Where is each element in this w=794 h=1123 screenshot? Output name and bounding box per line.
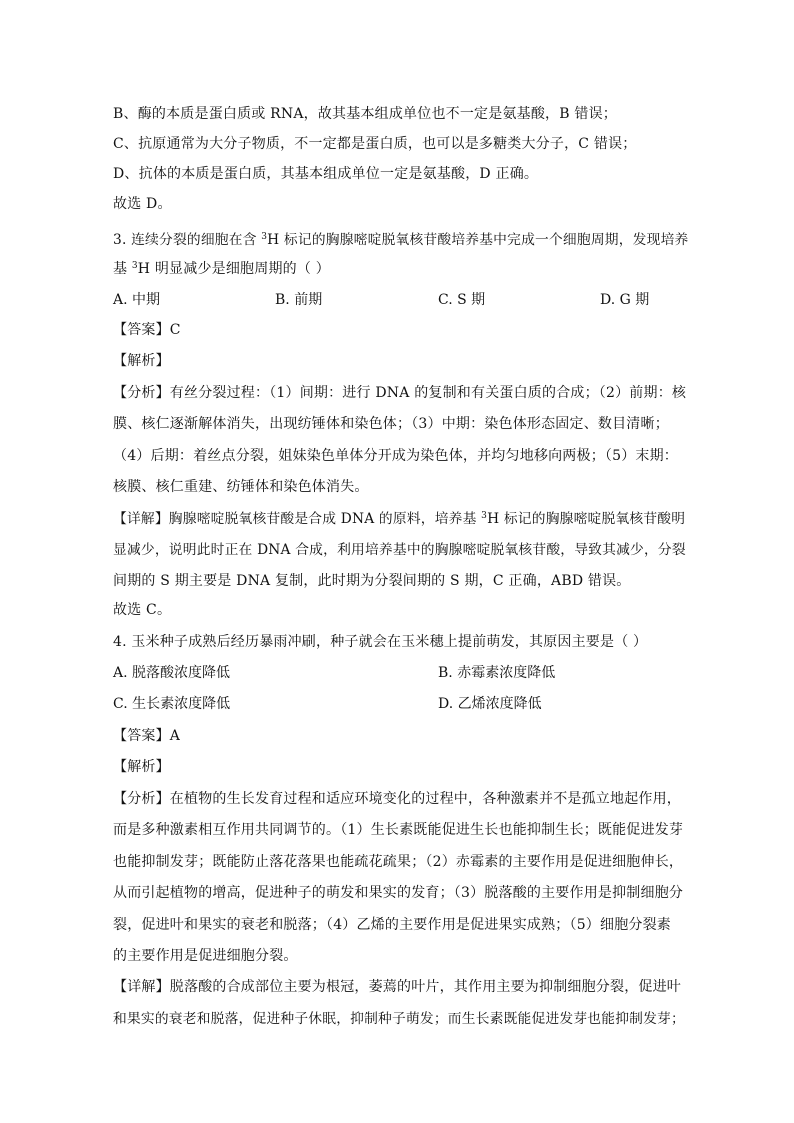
q3-option-a: A. 中期 (113, 292, 161, 308)
q4-option-a: A. 脱落酸浓度降低 (113, 665, 231, 681)
q3-answer: 【答案】C (113, 322, 181, 338)
q4-analysis-line: 的主要作用是促进细胞分裂。 (113, 948, 298, 964)
q4-detail-line: 【详解】脱落酸的合成部位主要为根冠，萎蔫的叶片，其作用主要为抑制细胞分裂，促进叶 (113, 979, 681, 995)
explanation-line-c: C、抗原通常为大分子物质，不一定都是蛋白质，也可以是多糖类大分子，C 错误； (113, 136, 637, 152)
q3-detail-line: 【详解】胸腺嘧啶脱氧核苷酸是合成 DNA 的原料，培养基 $^3$H 标记的胸腺嘧啶脱氧核苷酸明 (113, 511, 686, 527)
q4-option-c: C. 生长素浓度降低 (113, 696, 231, 712)
q3-analysis-line: 膜、核仁逐渐解体消失，出现纺锤体和染色体；（3）中期：染色体形态固定、数目清晰； (113, 416, 669, 432)
isotope-superscript: 3 (481, 511, 488, 521)
isotope-superscript: 3 (131, 261, 138, 271)
q4-option-d: D. 乙烯浓度降低 (438, 696, 542, 712)
q3-analysis-line: （4）后期：着丝点分裂，姐妹染色单体分开成为染色体，并均匀地移向两极；（5）末期： (113, 448, 679, 464)
q4-answer: 【答案】A (113, 728, 181, 744)
q3-stem-line-1: 3. 连续分裂的细胞在含 $^3$H 标记的胸腺嘧啶脱氧核苷酸培养基中完成一个细胞周期，发现培养 (113, 232, 689, 248)
q3-detail-line: 显减少，说明此时正在 DNA 合成，利用培养基中的胸腺嘧啶脱氧核苷酸，导致其减少，分裂 (113, 542, 686, 558)
q3-conclusion: 故选 C。 (113, 602, 172, 618)
q4-analysis-line: 而是多种激素相互作用共同调节的。（1）生长素既能促进生长也能抑制生长；既能促进发芽 (113, 822, 684, 838)
q3-analysis-line: 核膜、核仁重建、纺锤体和染色体消失。 (113, 479, 369, 495)
explanation-line-b: B、酶的本质是蛋白质或 RNA，故其基本组成单位也不一定是氨基酸，B 错误； (113, 106, 617, 122)
q3-option-c: C. S 期 (438, 292, 486, 308)
q4-stem: 4. 玉米种子成熟后经历暴雨冲刷，种子就会在玉米穗上提前萌发，其原因主要是（ ） (113, 634, 648, 650)
q4-analysis-line: 【分析】在植物的生长发育过程和适应环境变化的过程中，各种激素并不是孤立地起作用， (113, 791, 681, 807)
q4-analysis-line: 也能抑制发芽；既能防止落花落果也能疏花疏果；（2）赤霉素的主要作用是促进细胞伸长， (113, 854, 684, 870)
q3-option-d: D. G 期 (600, 292, 650, 308)
q4-option-b: B. 赤霉素浓度降低 (438, 665, 556, 681)
q3-detail-line: 间期的 S 期主要是 DNA 复制，此时期为分裂间期的 S 期，C 正确，ABD 错误。 (113, 573, 631, 589)
q4-detail-line: 和果实的衰老和脱落，促进种子休眠，抑制种子萌发；而生长素既能促进发芽也能抑制发芽； (113, 1011, 685, 1027)
isotope-superscript: 3 (261, 232, 268, 242)
q4-jiexi-label: 【解析】 (113, 759, 170, 775)
q4-analysis-line: 从而引起植物的增高，促进种子的萌发和果实的发育；（3）脱落酸的主要作用是抑制细胞分 (113, 885, 684, 901)
q3-analysis-line: 【分析】有丝分裂过程：（1）间期：进行 DNA 的复制和有关蛋白质的合成；（2）前期：核 (113, 385, 687, 401)
q3-option-b: B. 前期 (275, 292, 323, 308)
explanation-line-d: D、抗体的本质是蛋白质，其基本组成单位一定是氨基酸，D 正确。 (113, 166, 539, 182)
q3-jiexi-label: 【解析】 (113, 353, 170, 369)
conclusion-line: 故选 D。 (113, 196, 172, 212)
q3-stem-line-2: 基 $^3$H 明显减少是细胞周期的（ ） (113, 261, 330, 277)
q4-analysis-line: 裂，促进叶和果实的衰老和脱落；（4）乙烯的主要作用是促进果实成熟；（5）细胞分裂素 (113, 917, 672, 933)
